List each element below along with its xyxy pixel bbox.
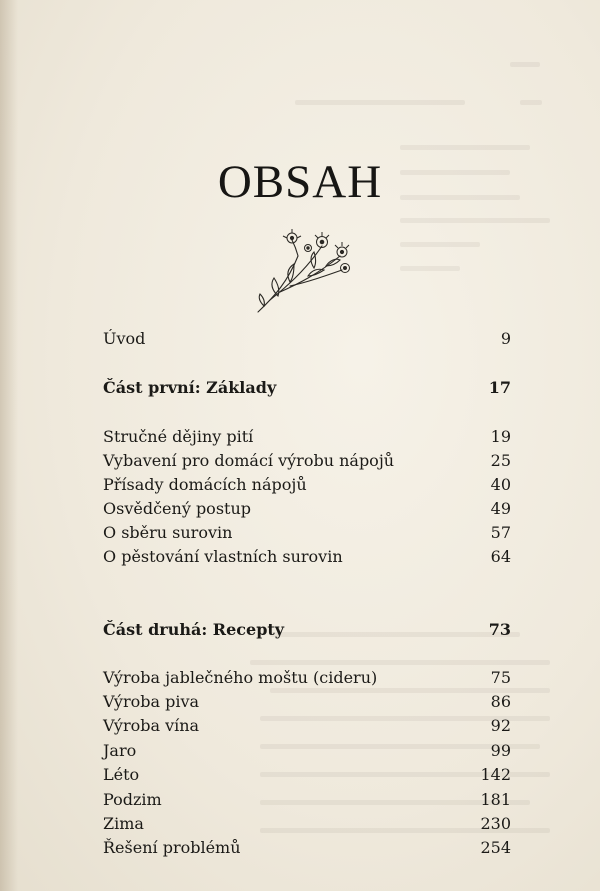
toc-entry-label: Výroba vína <box>103 716 200 735</box>
toc-entry <box>103 521 511 545</box>
toc-entry-page: 49 <box>490 499 511 518</box>
toc-entry-page: 254 <box>480 838 511 857</box>
bleed-through-line <box>295 100 465 105</box>
page-title: OBSAH <box>217 156 383 208</box>
toc-entry-page: 25 <box>490 451 511 470</box>
toc-entry-label: Část druhá: Recepty <box>103 620 285 639</box>
toc-entry-page: 64 <box>490 547 511 566</box>
toc-entry-label: Řešení problémů <box>103 838 241 857</box>
toc-entry-page: 86 <box>490 692 511 711</box>
toc-entry-label: Úvod <box>103 329 146 348</box>
toc-entry-page: 19 <box>490 427 511 446</box>
bleed-through-line <box>400 218 550 223</box>
toc-entry <box>103 788 511 812</box>
toc-entry-page: 92 <box>490 716 511 735</box>
toc-entry-label: Podzim <box>103 790 162 809</box>
toc-entry-label: Přísady domácích nápojů <box>103 475 307 494</box>
toc-entry <box>103 714 511 738</box>
toc-entry-page: 40 <box>490 475 511 494</box>
bleed-through-line <box>520 100 542 105</box>
toc-entry-page: 17 <box>488 378 511 397</box>
page-gutter-shadow <box>0 0 18 891</box>
toc-entry-page: 9 <box>500 329 511 348</box>
toc-entry-label: Výroba jablečného moštu (cideru) <box>103 668 378 687</box>
bleed-through-line <box>400 145 530 150</box>
toc-entry <box>103 836 511 860</box>
toc-entry-label: Vybavení pro domácí výrobu nápojů <box>103 451 395 470</box>
wildflower-sprig-icon <box>250 226 362 316</box>
toc-entry-page: 75 <box>490 668 511 687</box>
toc-entry <box>103 763 511 787</box>
toc-entry-page: 230 <box>480 814 511 833</box>
bleed-through-line <box>250 660 550 665</box>
toc-entry <box>103 425 511 449</box>
toc-entry-label: O pěstování vlastních surovin <box>103 547 343 566</box>
toc-entry-label: O sběru surovin <box>103 523 233 542</box>
toc-entry <box>103 666 511 690</box>
toc-entry-label: Část první: Základy <box>103 378 277 397</box>
toc-entry <box>103 545 511 569</box>
toc-part-heading <box>103 376 511 400</box>
bleed-through-line <box>510 62 540 67</box>
toc-entry-page: 73 <box>488 620 511 639</box>
toc-part-heading <box>103 618 511 642</box>
toc-entry-label: Zima <box>103 814 144 833</box>
toc-entry-page: 142 <box>480 765 511 784</box>
toc-entry-label: Osvědčený postup <box>103 499 251 518</box>
toc-entry-page: 57 <box>490 523 511 542</box>
toc-entry <box>103 739 511 763</box>
toc-entry-page: 181 <box>480 790 511 809</box>
toc-entry-uvod <box>103 327 511 351</box>
toc-entry-label: Výroba piva <box>103 692 200 711</box>
toc-entry <box>103 497 511 521</box>
bleed-through-line <box>400 242 480 247</box>
toc-entry <box>103 812 511 836</box>
toc-entry-label: Jaro <box>103 741 137 760</box>
toc-entry <box>103 690 511 714</box>
toc-entry <box>103 473 511 497</box>
toc-entry-label: Stručné dějiny pití <box>103 427 254 446</box>
toc-entry-label: Léto <box>103 765 140 784</box>
toc-entry <box>103 449 511 473</box>
bleed-through-line <box>400 266 460 271</box>
toc-entry-page: 99 <box>490 741 511 760</box>
